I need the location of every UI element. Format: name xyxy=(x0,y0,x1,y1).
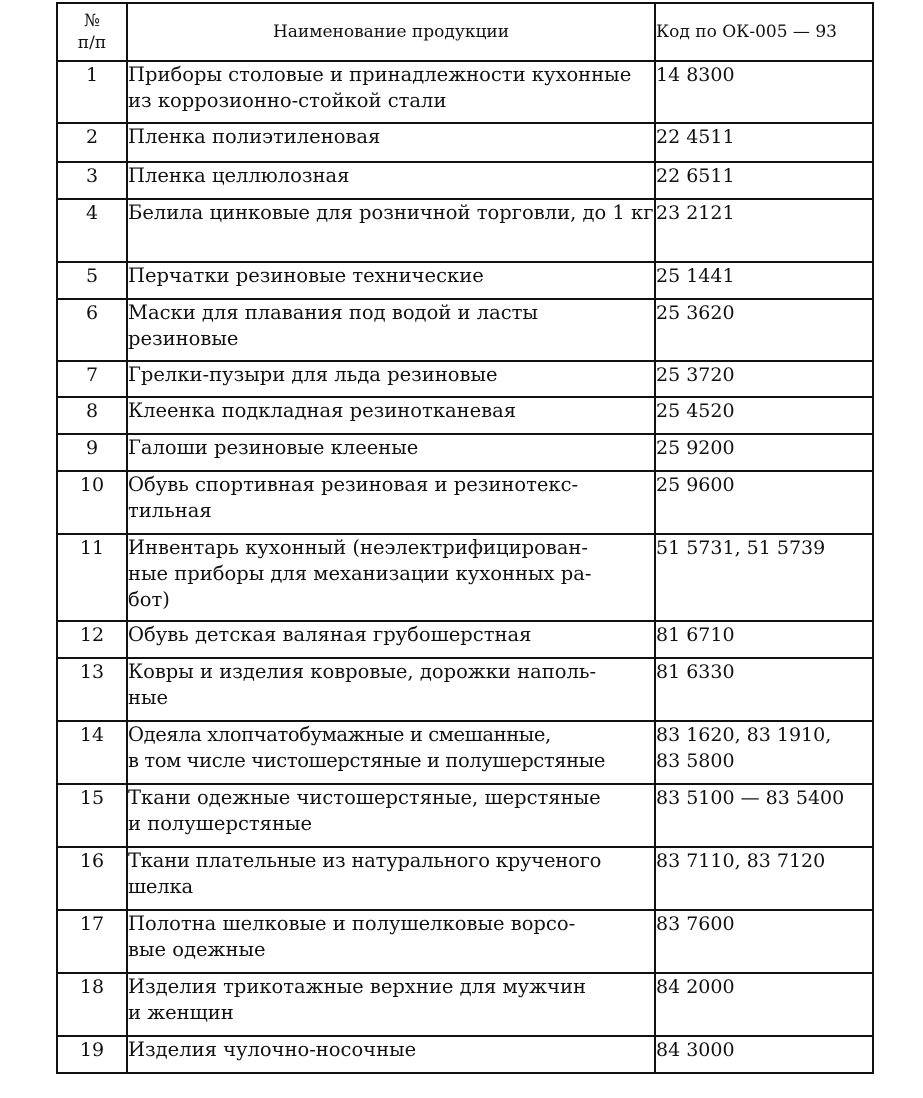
product-name: Пленка полиэтиленовая xyxy=(127,123,655,162)
product-name: Грелки-пузыри для льда резиновые xyxy=(127,361,655,397)
table-body xyxy=(57,61,873,1073)
row-number: 9 xyxy=(57,434,127,471)
table-row xyxy=(57,162,873,199)
table-row xyxy=(57,621,873,658)
header-okp-code: Код по ОК-005 — 93 xyxy=(655,3,873,61)
table-row xyxy=(57,199,873,262)
table-row xyxy=(57,434,873,471)
row-number: 17 xyxy=(57,910,127,973)
product-name: Одеяла хлопчатобумажные и смешанные, в том числе чистошерстяные и полушерстяные xyxy=(127,721,655,784)
row-number: 6 xyxy=(57,299,127,361)
product-code: 14 8300 xyxy=(655,61,873,123)
table-row xyxy=(57,1036,873,1073)
product-code: 22 4511 xyxy=(655,123,873,162)
row-number: 4 xyxy=(57,199,127,262)
product-code: 84 3000 xyxy=(655,1036,873,1073)
product-code: 25 1441 xyxy=(655,262,873,299)
product-code: 25 9200 xyxy=(655,434,873,471)
product-name: Полотна шелковые и полушелковые ворсо- вые одежные xyxy=(127,910,655,973)
row-number: 14 xyxy=(57,721,127,784)
product-name: Клеенка подкладная резинотканевая xyxy=(127,397,655,434)
product-name: Инвентарь кухонный (неэлектрифицирован- ные приборы для механизации кухонных ра- бот) xyxy=(127,534,655,621)
product-code: 81 6330 xyxy=(655,658,873,721)
row-number: 19 xyxy=(57,1036,127,1073)
product-name: Галоши резиновые клееные xyxy=(127,434,655,471)
product-code: 51 5731, 51 5739 xyxy=(655,534,873,621)
header-product-name: Наименование продукции xyxy=(127,3,655,61)
row-number: 5 xyxy=(57,262,127,299)
table-row xyxy=(57,784,873,847)
product-name: Белила цинковые для розничной торговли, до 1 кг xyxy=(127,199,655,262)
table-row xyxy=(57,658,873,721)
row-number: 18 xyxy=(57,973,127,1036)
table-row xyxy=(57,262,873,299)
row-number: 16 xyxy=(57,847,127,910)
table-row xyxy=(57,973,873,1036)
product-code: 81 6710 xyxy=(655,621,873,658)
product-code: 83 1620, 83 1910, 83 5800 xyxy=(655,721,873,784)
row-number: 13 xyxy=(57,658,127,721)
header-number: № п/п xyxy=(57,3,127,61)
product-name: Перчатки резиновые технические xyxy=(127,262,655,299)
row-number: 1 xyxy=(57,61,127,123)
table-row xyxy=(57,397,873,434)
product-code: 22 6511 xyxy=(655,162,873,199)
product-name: Приборы столовые и принадлежности кухонные из коррозионно-стойкой стали xyxy=(127,61,655,123)
product-code: 25 3720 xyxy=(655,361,873,397)
table-row xyxy=(57,534,873,621)
product-code: 23 2121 xyxy=(655,199,873,262)
product-code: 25 9600 xyxy=(655,471,873,534)
product-code: 84 2000 xyxy=(655,973,873,1036)
row-number: 15 xyxy=(57,784,127,847)
table-row xyxy=(57,847,873,910)
table-row xyxy=(57,61,873,123)
row-number: 10 xyxy=(57,471,127,534)
row-number: 3 xyxy=(57,162,127,199)
product-name: Пленка целлюлозная xyxy=(127,162,655,199)
row-number: 2 xyxy=(57,123,127,162)
product-code: 83 7600 xyxy=(655,910,873,973)
product-code: 83 7110, 83 7120 xyxy=(655,847,873,910)
product-code: 25 3620 xyxy=(655,299,873,361)
table-row xyxy=(57,299,873,361)
table-row xyxy=(57,361,873,397)
header-row xyxy=(57,3,873,61)
product-name: Маски для плавания под водой и ласты резиновые xyxy=(127,299,655,361)
product-name: Обувь детская валяная грубошерстная xyxy=(127,621,655,658)
row-number: 8 xyxy=(57,397,127,434)
row-number: 12 xyxy=(57,621,127,658)
product-name: Обувь спортивная резиновая и резинотекс- тильная xyxy=(127,471,655,534)
table-row xyxy=(57,471,873,534)
row-number: 11 xyxy=(57,534,127,621)
product-name: Ткани плательные из натурального крученого шелка xyxy=(127,847,655,910)
product-name: Ковры и изделия ковровые, дорожки наполь- ные xyxy=(127,658,655,721)
table-row xyxy=(57,721,873,784)
product-code: 25 4520 xyxy=(655,397,873,434)
product-name: Ткани одежные чистошерстяные, шерстяные и полушерстяные xyxy=(127,784,655,847)
products-table xyxy=(56,2,874,1074)
product-name: Изделия трикотажные верхние для мужчин и женщин xyxy=(127,973,655,1036)
table-row xyxy=(57,123,873,162)
row-number: 7 xyxy=(57,361,127,397)
product-code: 83 5100 — 83 5400 xyxy=(655,784,873,847)
table-row xyxy=(57,910,873,973)
product-name: Изделия чулочно-носочные xyxy=(127,1036,655,1073)
